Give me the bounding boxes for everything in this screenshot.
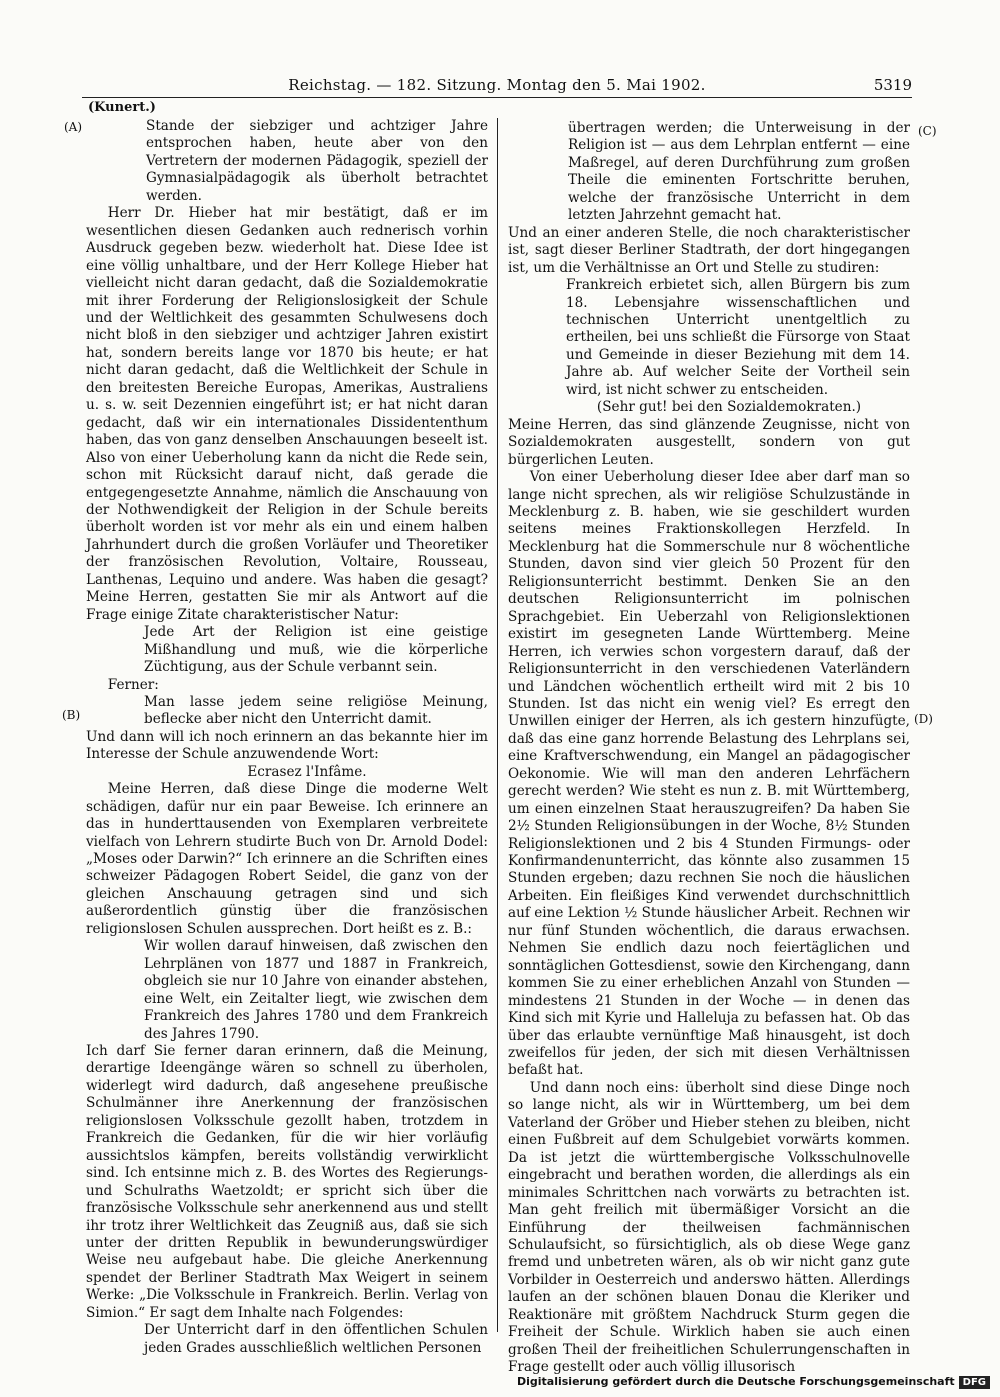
margin-marker-c: (C) (918, 124, 937, 138)
paragraph: Und dann will ich noch erinnern an das bekannte hier im Interesse der Schule anzuwendende Wort: (86, 728, 488, 763)
page-number: 5319 (873, 76, 912, 94)
page-title: Reichstag. — 182. Sitzung. Montag den 5. Mai 1902. (288, 76, 706, 94)
left-column (86, 118, 488, 1357)
quote: Jede Art der Religion ist eine geistige Mißhandlung und muß, wie die körperliche Züchtigung, aus der Schule verbannt sein. (144, 624, 488, 676)
margin-marker-a: (A) (64, 120, 83, 134)
paragraph: Und an einer anderen Stelle, die noch charakteristischer ist, sagt dieser Berliner Stadtrath, der dort hingegangen ist, um die Verhältnisse an Ort und Stelle zu studiren: (508, 224, 910, 276)
header-rule (82, 97, 912, 98)
quote: Wir wollen darauf hinweisen, daß zwischen den Lehrplänen von 1877 und 1887 in Frankreich, obgleich sie nur 10 Jahre von einander abstehen, eine Welt, ein Zeitalter liegt, wie zwischen dem Frankreich des Jahres 1780 und dem Frankreich des Jahres 1790. (144, 938, 488, 1042)
dfg-logo: DFG (959, 1376, 990, 1389)
right-column (508, 120, 910, 1377)
margin-marker-d: (D) (914, 712, 933, 726)
paragraph: Meine Herren, das sind glänzende Zeugnisse, nicht von Sozialdemokraten ausgestellt, sondern von gut bürgerlichen Leuten. (508, 416, 910, 468)
quote: übertragen werden; die Unterweisung in der Religion ist — aus dem Lehrplan entfernt — eine Maßregel, auf deren Durchführung zum großen Theile die eminenten Fortschritte beruhen, welche der französische Unterricht in dem letzten Jahrzehnt gemacht hat. (568, 120, 910, 224)
paragraph: Herr Dr. Hieber hat mir bestätigt, daß er im wesentlichen diesen Gedanken auch rednerisch vorhin Ausdruck gegeben bezw. wiederholt hat. Diese Idee ist eine völlig unhaltbare, und der Herr Kollege Hieber hat vielleicht nicht daran gedacht, daß die Sozialdemokratie mit ihrer Forderung der Religionslosigkeit der Schule und der Weltlichkeit des gesammten Schulwesens doch nicht bloß in den siebziger und achtziger Jahren existirt hat, sondern bereits lange vor 1870 bis heute; er hat nicht daran gedacht, daß die Weltlichkeit der Schule in den breitesten Bereiche Europas, Amerikas, Australiens u. s. w. seit Dezennien eingeführt ist; er hat nicht daran gedacht, daß wir ein internationales Dissidententhum haben, das von ganz denselben Anschauungen beseelt ist. Also von einer Ueberholung kann da nicht die Rede sein, schon mit Rücksicht darauf nicht, daß gerade die entgegengesetzte Annahme, nämlich die Anschauung von der Nothwendigkeit der Religion in der Schule bereits überholt worden ist vor mehr als ein und einem halben Jahrhundert durch die großen Vorläufer und Theoretiker der französischen Revolution, Voltaire, Rousseau, Lanthenas, Lequino und andere. Was haben die gesagt? Meine Herren, gestatten Sie mir als Antwort auf die Frage einige Zitate charakteristischer Natur: (86, 205, 488, 623)
paragraph: Stande der siebziger und achtziger Jahre entsprochen haben, heute aber von den Vertretern der modernen Pädagogik, speziell der Gymnasialpädagogik als überholt betrachtet werden. (146, 118, 488, 204)
quote: Man lasse jedem seine religiöse Meinung, beflecke aber nicht den Unterricht damit. (144, 693, 488, 728)
paragraph: Meine Herren, daß diese Dinge die moderne Welt schädigen, dafür nur ein paar Beweise. Ich erinnere an das in hunderttausenden von Exemplaren verbreitete vielfach von Lehrern studirte Buch von Dr. Arnold Dodel: „Moses oder Darwin?“ Ich erinnere an die Schriften eines schweizer Pädagogen Robert Seidel, die ganz von der gleichen Anschauung getragen sind und sich außerordentlich günstig über die französischen religionslosen Schulen aussprechen. Dort heißt es z. B.: (86, 781, 488, 937)
paragraph: Von einer Ueberholung dieser Idee aber darf man so lange nicht sprechen, als wir religiöse Schulzustände in Mecklenburg z. B. haben, wie sie geschildert wurden seitens meines Fraktionskollegen Herzfeld. In Mecklenburg hat die Sommerschule nur 8 wöchentliche Stunden, davon sind vier gleich 50 Prozent für den Religionsunterricht bestimmt. Denken Sie an den deutschen Religionsunterricht im polnischen Sprachgebiet. Ein Ueberzahl von Religionslektionen existirt im gesegneten Lande Württemberg. Meine Herren, ich verwies schon vorgestern darauf, daß der Religionsunterricht in den verschiedenen Vaterländern und Ländchen wöchentlich ertheilt wird mit 2 bis 10 Stunden. Ist das nicht ein wenig viel? Es erregt den Unwillen einiger der Herren, als ich gestern hinzufügte, daß das eine ganz horrende Belastung des Lehrplans sei, eine Kraftverschwendung, ein Mangel an pädagogischer Oekonomie. Wie will man den anderen Lehrfächern gerecht werden? Wie steht es nun z. B. mit Württemberg, um einen einzelnen Staat herauszugreifen? Da haben Sie 2½ Stunden Religionsübungen in der Woche, 8½ Stunden Religionslektionen und 2 bis 4 Stunden Firmungs- oder Konfirmandenunterricht, das könnte also zusammen 15 Stunden ergeben; dazu rechnen Sie noch die häuslichen Arbeiten. Ein fleißiges Kind verwendet durchschnittlich auf eine Lektion ½ Stunde häuslicher Arbeit. Rechnen wir nur fünf Stunden wöchentlich, die daraus erwachsen. Nehmen Sie endlich dazu noch feiertäglichen und sonntäglichen Gottesdienst, sowie den Kirchengang, dann kommen Sie zu einer erheblichen Anzahl von Stunden — mindestens 21 Stunden in der Woche — in denen das Kind sich mit Kyrie und Halleluja zu befassen hat. Ob das über das erlaubte vernünftige Maß hinausgeht, ist doch zweifellos für jeden, der sich mit diesen Verhältnissen befaßt hat. (508, 469, 910, 1079)
quote: Der Unterricht darf in den öffentlichen Schulen jeden Grades ausschließlich weltlichen Personen (144, 1322, 488, 1356)
paragraph: Und dann noch eins: überholt sind diese Dinge noch so lange nicht, als wir in Württemberg, um bei dem Vaterland der Gröber und Hieber stehen zu bleiben, nicht einen Fußbreit auf dem Schulgebiet vorwärts kommen. Da ist jetzt die württembergische Volksschulnovelle eingebracht und berathen worden, die allerdings als ein minimales Schrittchen nach vorwärts zu betrachten ist. Man geht freilich mit übermäßiger Vorsicht an die Einführung der theilweisen fachmännischen Schulaufsicht, so fürsichtiglich, als ob diese Wege ganz fremd und unbetreten wären, als ob wir nicht ganz gute Vorbilder in Oesterreich und anderswo hätten. Allerdings laufen an der schönen blauen Donau die Kleriker und Reaktionäre mit größtem Nachdruck Sturm gegen die Freiheit der Schule. Wirklich haben sie auch einen großen Theil der freiheitlichen Schulerrungenschaften in Frage gestellt oder auch völlig illusorisch (508, 1079, 910, 1376)
quote: Ecrasez l'Infâme. (247, 763, 367, 780)
paragraph: Ferner: (107, 676, 159, 693)
speaker-name: (Kunert.) (88, 100, 156, 115)
column-divider (497, 118, 498, 1332)
page-header (82, 76, 912, 96)
interjection: (Sehr gut! bei den Sozialdemokraten.) (596, 399, 862, 416)
margin-marker-b: (B) (62, 708, 81, 722)
footer (517, 1375, 990, 1389)
quote: Frankreich erbietet sich, allen Bürgern bis zum 18. Lebensjahre wissenschaftlichen und technischen Unterricht unentgeltlich zu ertheilen, bei uns schließt die Fürsorge von Staat und Gemeinde in dieser Beziehung mit dem 14. Jahre ab. Auf welcher Seite der Vortheil sein wird, ist nicht schwer zu entscheiden. (566, 277, 910, 398)
footer-text: Digitalisierung gefördert durch die Deutsche Forschungsgemeinschaft (516, 1375, 955, 1388)
paragraph: Ich darf Sie ferner daran erinnern, daß die Meinung, derartige Ideengänge wären so schnell zu überholen, widerlegt wird dadurch, daß angesehene preußische Schulmänner ihre Anerkennung der französischen religionslosen Volksschule gezollt haben, trotzdem in Frankreich die Gedanken, für die wir hier vorläufig aussichtslos kämpfen, bereits vollständig verwirklicht sind. Ich entsinne mich z. B. des Wortes des Regierungs- und Schulraths Waetzoldt; er spricht sich über die französische Volksschule sehr anerkennend aus und stellt ihr trotz ihrer Weltlichkeit das Zeugniß aus, daß sie sich unter der dritten Republik in bewunderungswürdiger Weise neu aufgebaut habe. Die gleiche Anerkennung spendet der Berliner Stadtrath Max Weigert in seinem Werke: „Die Volksschule in Frankreich. Berlin. Verlag von Simion.“ Er sagt dem Inhalte nach Folgendes: (86, 1043, 488, 1321)
